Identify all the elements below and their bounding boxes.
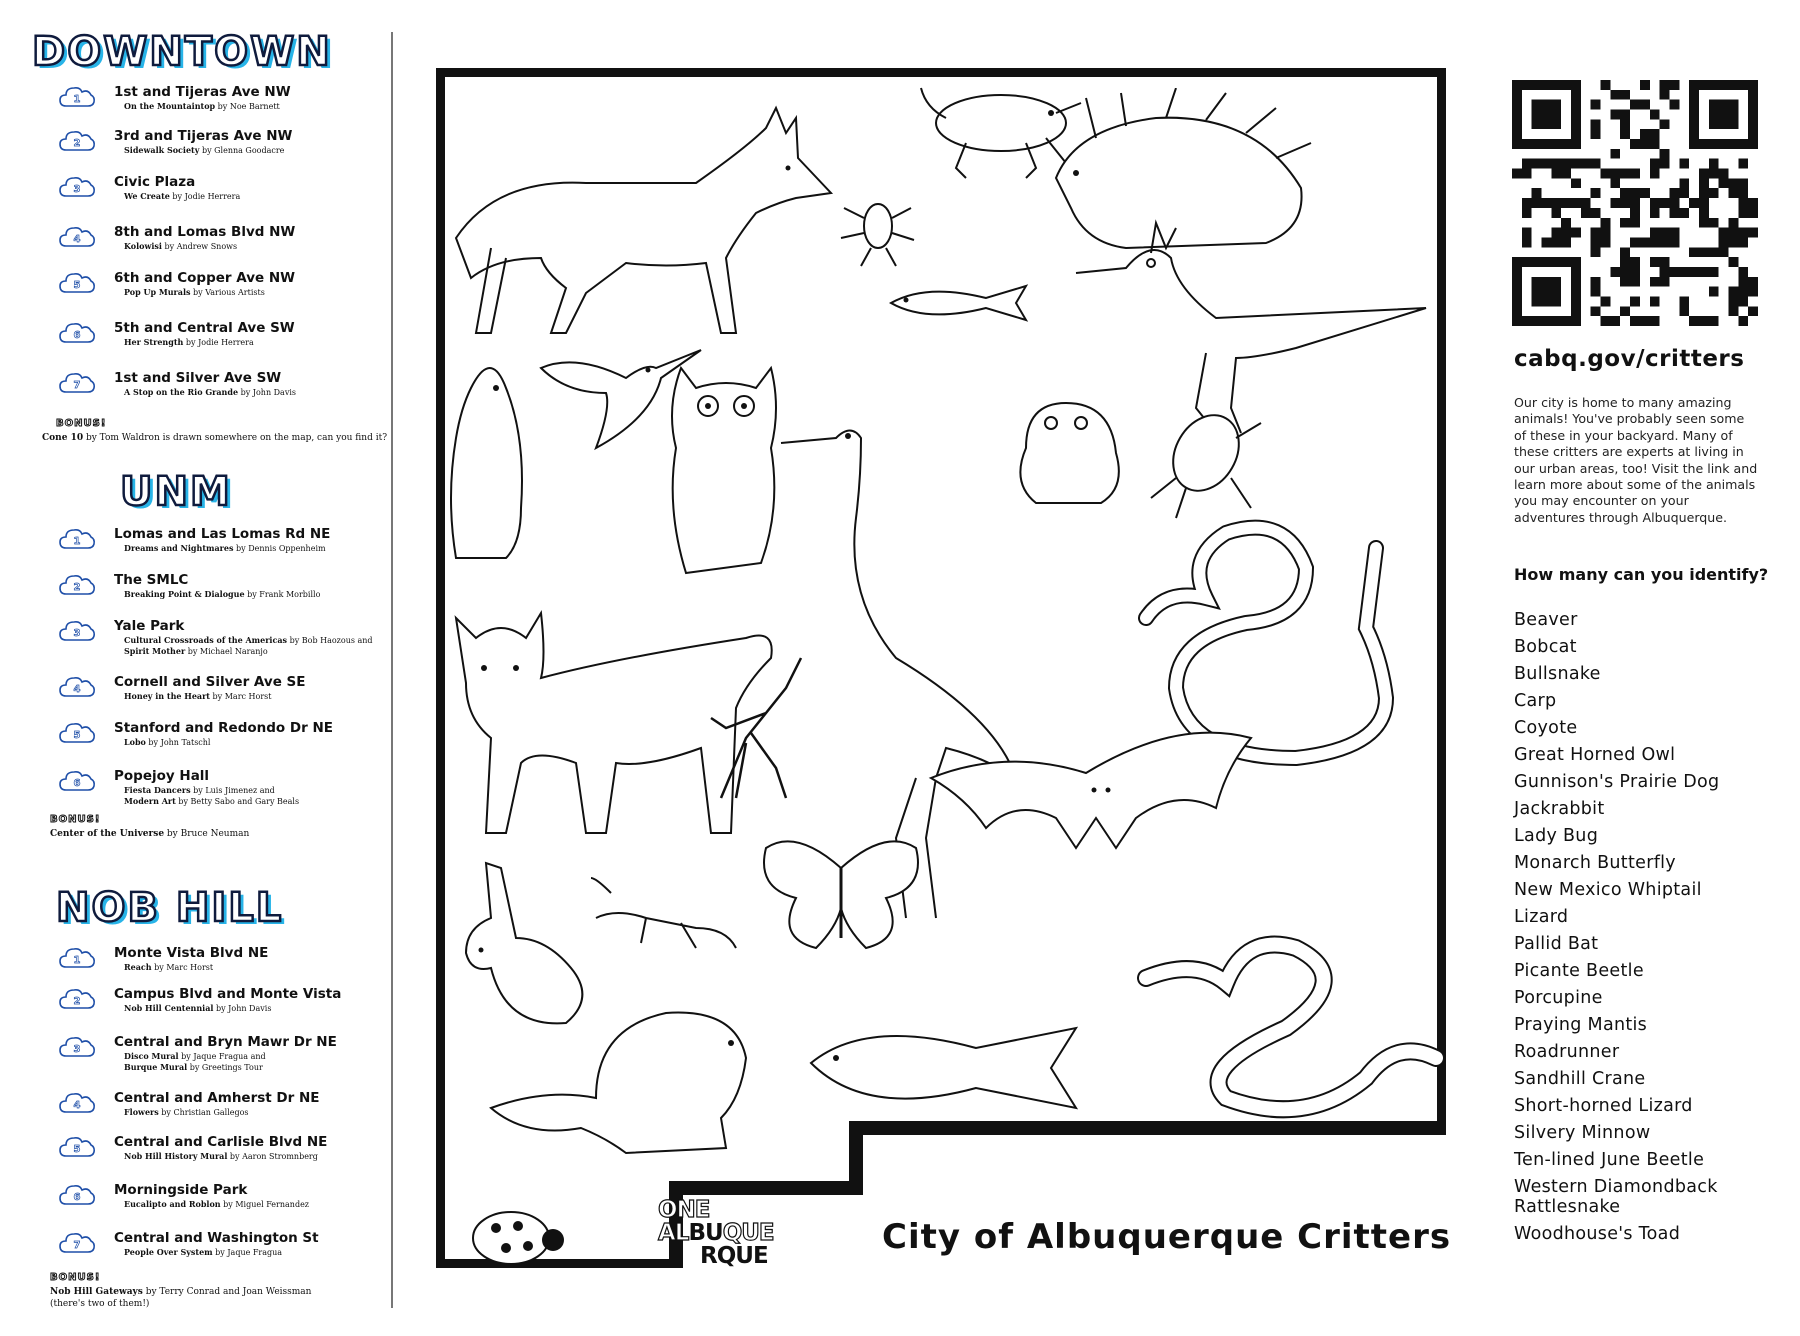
prairie-dog-illustration bbox=[436, 348, 546, 568]
cloud-number-icon bbox=[58, 768, 96, 794]
woodhouses-toad-illustration bbox=[1006, 388, 1136, 518]
cloud-number-icon bbox=[58, 986, 96, 1012]
cloud-number-icon bbox=[58, 1230, 96, 1256]
svg-text:5: 5 bbox=[73, 1144, 81, 1155]
critter-list-item: Sandhill Crane bbox=[1514, 1069, 1646, 1089]
identify-question: How many can you identify? bbox=[1514, 565, 1769, 584]
silvery-minnow-illustration bbox=[886, 278, 1036, 328]
mural-credit: Disco Mural by Jaque Fragua and bbox=[124, 1051, 266, 1061]
bullsnake-illustration bbox=[1136, 928, 1446, 1128]
mural-credit: Nob Hill Centennial by John Davis bbox=[124, 1003, 272, 1013]
picante-beetle-illustration bbox=[836, 188, 916, 268]
svg-text:6: 6 bbox=[73, 778, 81, 789]
bonus-text: Center of the Universe by Bruce Neuman bbox=[50, 829, 250, 839]
section-title: DOWNTOWN bbox=[32, 29, 332, 75]
cloud-number-icon bbox=[58, 526, 96, 552]
stop-title: Monte Vista Blvd NE bbox=[114, 945, 269, 961]
critter-list-item: Beaver bbox=[1514, 610, 1578, 630]
critter-list-item: Bobcat bbox=[1514, 637, 1577, 657]
cloud-number-icon bbox=[58, 174, 96, 200]
mural-credit: Flowers by Christian Gallegos bbox=[124, 1107, 249, 1117]
svg-text:7: 7 bbox=[73, 1240, 81, 1251]
cloud-number-icon bbox=[58, 720, 96, 746]
svg-text:5: 5 bbox=[73, 730, 81, 741]
carp-illustration bbox=[806, 1008, 1086, 1128]
svg-text:2: 2 bbox=[73, 582, 81, 593]
one-albuquerque-logo bbox=[658, 1199, 788, 1271]
cloud-number-icon bbox=[58, 128, 96, 154]
stop-title: Lomas and Las Lomas Rd NE bbox=[114, 526, 331, 542]
mural-credit: Eucalipto and Roblon by Miguel Fernandez bbox=[124, 1199, 310, 1209]
stop-title: Morningside Park bbox=[114, 1182, 248, 1198]
cloud-number-icon bbox=[58, 320, 96, 346]
mural-credit: Fiesta Dancers by Luis Jimenez and bbox=[124, 785, 275, 795]
critter-list-item: Picante Beetle bbox=[1514, 961, 1644, 981]
svg-text:1: 1 bbox=[73, 536, 81, 547]
cloud-number-icon bbox=[58, 1034, 96, 1060]
critter-map bbox=[436, 68, 1452, 1269]
coyote-illustration bbox=[436, 88, 876, 348]
critter-list bbox=[1514, 610, 1784, 1251]
svg-text:4: 4 bbox=[73, 684, 81, 695]
svg-text:6: 6 bbox=[73, 330, 81, 341]
critter-list-item: Coyote bbox=[1514, 718, 1578, 738]
stop-title: 5th and Central Ave SW bbox=[114, 320, 295, 336]
svg-text:1: 1 bbox=[73, 955, 81, 966]
bonus-label: BONUS! bbox=[50, 814, 101, 825]
intro-paragraph: Our city is home to many amazing animals! You've probably seen some of these in your backyard. Many of these critters are experts at living in our urban areas, too! Visit the link and learn more about some of the animals you may encounter on your adventures through Albuquerque. bbox=[1514, 395, 1758, 525]
stop-title: Cornell and Silver Ave SE bbox=[114, 674, 306, 690]
mural-credit: We Create by Jodie Herrera bbox=[124, 191, 241, 201]
critter-list-item: Bullsnake bbox=[1514, 664, 1601, 684]
svg-text:4: 4 bbox=[73, 1100, 81, 1111]
pallid-bat-illustration bbox=[926, 718, 1256, 878]
new-mexico-whiptail-illustration bbox=[586, 868, 746, 958]
critter-list-item: Silvery Minnow bbox=[1514, 1123, 1651, 1143]
critter-list-item: Short-horned Lizard bbox=[1514, 1096, 1693, 1116]
cloud-number-icon bbox=[58, 1134, 96, 1160]
stop-title: 1st and Tijeras Ave NW bbox=[114, 84, 291, 100]
stop-title: 6th and Copper Ave NW bbox=[114, 270, 296, 286]
svg-text:5: 5 bbox=[73, 280, 81, 291]
lady-bug-illustration bbox=[456, 1198, 576, 1278]
beaver-illustration bbox=[486, 988, 776, 1178]
cloud-number-icon bbox=[58, 1182, 96, 1208]
stop-title: Central and Bryn Mawr Dr NE bbox=[114, 1034, 337, 1050]
svg-text:4: 4 bbox=[73, 234, 81, 245]
svg-text:2: 2 bbox=[73, 996, 81, 1007]
critter-list-item: Lady Bug bbox=[1514, 826, 1599, 846]
mural-credit: Kolowisi by Andrew Snows bbox=[124, 241, 238, 251]
cloud-number-icon bbox=[58, 674, 96, 700]
cloud-number-icon bbox=[58, 84, 96, 110]
mural-credit: Reach by Marc Horst bbox=[124, 962, 214, 972]
cloud-number-icon bbox=[58, 618, 96, 644]
bonus-label: BONUS! bbox=[50, 1272, 101, 1283]
stop-title: Civic Plaza bbox=[114, 174, 196, 190]
svg-text:2: 2 bbox=[73, 138, 81, 149]
critter-list-item: Roadrunner bbox=[1514, 1042, 1620, 1062]
mural-credit: Pop Up Murals by Various Artists bbox=[124, 287, 265, 297]
stop-title: 1st and Silver Ave SW bbox=[114, 370, 282, 386]
mural-credit: Modern Art by Betty Sabo and Gary Beals bbox=[124, 796, 300, 806]
critter-list-item: Carp bbox=[1514, 691, 1557, 711]
stop-title: The SMLC bbox=[114, 572, 189, 588]
column-divider bbox=[391, 32, 393, 1308]
praying-mantis-illustration bbox=[706, 648, 826, 808]
stop-title: Yale Park bbox=[114, 618, 185, 634]
stop-title: Central and Amherst Dr NE bbox=[114, 1090, 320, 1106]
mural-credit: Breaking Point & Dialogue by Frank Morbillo bbox=[124, 589, 321, 599]
mural-tour-panel bbox=[0, 0, 392, 1336]
critter-list-item: Praying Mantis bbox=[1514, 1015, 1648, 1035]
critter-list-item: Great Horned Owl bbox=[1514, 745, 1676, 765]
stop-title: Stanford and Redondo Dr NE bbox=[114, 720, 333, 736]
mural-credit: Sidewalk Society by Glenna Goodacre bbox=[124, 145, 285, 155]
cloud-number-icon bbox=[58, 945, 96, 971]
critter-list-item: Pallid Bat bbox=[1514, 934, 1599, 954]
svg-text:6: 6 bbox=[73, 1192, 81, 1203]
section-title: UNM bbox=[120, 469, 232, 515]
critter-list-item: Monarch Butterfly bbox=[1514, 853, 1676, 873]
stop-title: Central and Washington St bbox=[114, 1230, 319, 1246]
logo-line-1: ONE bbox=[658, 1197, 710, 1223]
mural-credit: Nob Hill History Mural by Aaron Stromnberg bbox=[124, 1151, 318, 1161]
cloud-number-icon bbox=[58, 572, 96, 598]
critter-list-item: Woodhouse's Toad bbox=[1514, 1224, 1681, 1244]
critter-list-item: New Mexico Whiptail bbox=[1514, 880, 1702, 900]
stop-title: Popejoy Hall bbox=[114, 768, 210, 784]
qr-code-icon[interactable] bbox=[1512, 80, 1758, 326]
critter-list-item: Western Diamondback Rattlesnake bbox=[1514, 1177, 1718, 1217]
monarch-butterfly-illustration bbox=[756, 828, 926, 978]
svg-text:3: 3 bbox=[73, 184, 81, 195]
logo-line-2c: QUE bbox=[722, 1220, 774, 1246]
great-horned-owl-illustration bbox=[656, 348, 796, 588]
cloud-number-icon bbox=[58, 224, 96, 250]
section-title: NOB HILL bbox=[56, 885, 284, 931]
critter-list-item: Lizard bbox=[1514, 907, 1569, 927]
stop-title: Central and Carlisle Blvd NE bbox=[114, 1134, 328, 1150]
stop-title: 8th and Lomas Blvd NW bbox=[114, 224, 296, 240]
mural-credit: On the Mountaintop by Noe Barnett bbox=[124, 101, 280, 111]
website-link[interactable]: cabq.gov/critters bbox=[1514, 346, 1745, 372]
logo-line-2a: AL bbox=[658, 1220, 689, 1246]
logo-line-2b: BU bbox=[688, 1220, 723, 1246]
mural-credit: Spirit Mother by Michael Naranjo bbox=[124, 646, 268, 656]
mural-credit: Cultural Crossroads of the Americas by Bob Haozous and bbox=[124, 635, 373, 645]
cloud-number-icon bbox=[58, 1090, 96, 1116]
svg-text:3: 3 bbox=[73, 1044, 81, 1055]
bonus-label: BONUS! bbox=[56, 418, 107, 429]
cloud-number-icon bbox=[58, 270, 96, 296]
logo-line-3: RQUE bbox=[700, 1243, 768, 1269]
mural-credit: A Stop on the Rio Grande by John Davis bbox=[124, 387, 297, 397]
critter-list-item: Porcupine bbox=[1514, 988, 1603, 1008]
stop-title: 3rd and Tijeras Ave NW bbox=[114, 128, 293, 144]
mural-credit: Lobo by John Tatschl bbox=[124, 737, 211, 747]
bonus-text: Nob Hill Gateways by Terry Conrad and Joan Weissman (there's two of them!) bbox=[50, 1287, 312, 1309]
critter-list-item: Gunnison's Prairie Dog bbox=[1514, 772, 1720, 792]
svg-text:1: 1 bbox=[73, 94, 81, 105]
mural-credit: Her Strength by Jodie Herrera bbox=[124, 337, 254, 347]
svg-text:3: 3 bbox=[73, 628, 81, 639]
svg-text:7: 7 bbox=[73, 380, 81, 391]
stop-title: Campus Blvd and Monte Vista bbox=[114, 986, 342, 1002]
mural-credit: Dreams and Nightmares by Dennis Oppenheim bbox=[124, 543, 326, 553]
mural-credit: Burque Mural by Greetings Tour bbox=[124, 1062, 263, 1072]
critter-list-item: Jackrabbit bbox=[1514, 799, 1605, 819]
cloud-number-icon bbox=[58, 370, 96, 396]
mural-credit: People Over System by Jaque Fragua bbox=[124, 1247, 283, 1257]
mural-credit: Honey in the Heart by Marc Horst bbox=[124, 691, 272, 701]
bonus-text: Cone 10 by Tom Waldron is drawn somewhere on the map, can you find it? bbox=[42, 433, 388, 443]
critter-list-item: Ten-lined June Beetle bbox=[1514, 1150, 1705, 1170]
map-title: City of Albuquerque Critters bbox=[882, 1217, 1452, 1257]
